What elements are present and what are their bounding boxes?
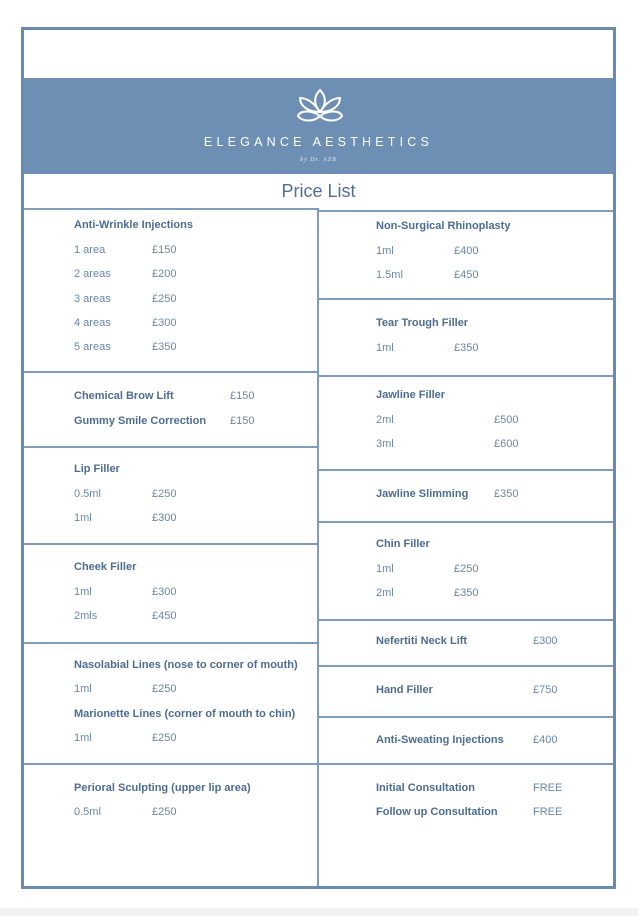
item-label: Hand Filler xyxy=(376,684,433,696)
section-jawline-filler xyxy=(319,375,613,469)
item-price: £250 xyxy=(152,732,177,744)
section-lines xyxy=(24,642,317,765)
section-heading: Chin Filler xyxy=(376,538,430,550)
section-chin-filler xyxy=(319,521,613,619)
item-label: 1ml xyxy=(376,245,394,257)
item-price: £400 xyxy=(533,734,558,746)
item-price: £150 xyxy=(230,415,255,427)
brand-name: ELEGANCE AESTHETICS xyxy=(203,135,434,149)
item-price: £150 xyxy=(152,244,177,256)
item-price: £250 xyxy=(152,293,177,305)
section-heading: Non-Surgical Rhinoplasty xyxy=(376,220,511,232)
section-anti-wrinkle xyxy=(24,208,317,373)
section-heading: Tear Trough Filler xyxy=(376,317,469,329)
section-neck-lift xyxy=(319,619,613,665)
item-price: FREE xyxy=(533,806,563,818)
item-label: 1ml xyxy=(74,586,92,598)
item-label: 1ml xyxy=(74,683,92,695)
item-price: £300 xyxy=(533,635,558,647)
item-label: 2 areas xyxy=(74,268,111,280)
item-label: 1ml xyxy=(74,512,92,524)
section-cheek-filler xyxy=(24,543,317,644)
item-label: 1ml xyxy=(74,732,92,744)
item-label: Initial Consultation xyxy=(376,782,475,794)
item-price: £250 xyxy=(152,683,177,695)
section-heading: Cheek Filler xyxy=(74,561,137,573)
page-title: Price List xyxy=(281,181,356,201)
item-price: £300 xyxy=(152,317,177,329)
item-label: 1ml xyxy=(376,563,394,575)
item-label: 2mls xyxy=(74,610,98,622)
section-heading: Marionette Lines (corner of mouth to chin) xyxy=(74,708,296,720)
item-label: Jawline Slimming xyxy=(376,488,469,500)
item-label: 1ml xyxy=(376,342,394,354)
left-column xyxy=(24,208,319,886)
item-price: £600 xyxy=(494,438,519,450)
item-price: £500 xyxy=(494,414,519,426)
page-bottom-strip xyxy=(0,908,639,916)
item-price: £300 xyxy=(152,586,177,598)
item-price: £400 xyxy=(454,245,479,257)
item-label: 2ml xyxy=(376,587,394,599)
item-price: £350 xyxy=(454,342,479,354)
item-label: Anti-Sweating Injections xyxy=(376,734,504,746)
lotus-icon xyxy=(294,86,346,126)
item-price: £300 xyxy=(152,512,177,524)
item-label: 0.5ml xyxy=(74,806,101,818)
section-consultations xyxy=(319,763,613,888)
item-label: 4 areas xyxy=(74,317,111,329)
section-heading: Nasolabial Lines (nose to corner of mouth) xyxy=(74,659,298,671)
item-label: 2ml xyxy=(376,414,394,426)
item-price: £450 xyxy=(152,610,177,622)
item-label: Gummy Smile Correction xyxy=(74,415,207,427)
brand-banner xyxy=(24,78,613,174)
item-price: £250 xyxy=(152,488,177,500)
section-rhinoplasty xyxy=(319,210,613,298)
item-label: 1.5ml xyxy=(376,269,403,281)
item-price: £350 xyxy=(494,488,519,500)
section-lip-filler xyxy=(24,446,317,545)
item-label: Nefertiti Neck Lift xyxy=(376,635,468,647)
section-perioral xyxy=(24,763,317,888)
item-label: 5 areas xyxy=(74,341,111,353)
section-anti-sweating xyxy=(319,716,613,763)
section-jawline-slimming xyxy=(319,469,613,521)
section-brow-smile xyxy=(24,371,317,448)
item-price: £150 xyxy=(230,390,255,402)
brand-subtitle: by Dr. AZB xyxy=(300,157,337,163)
section-heading: Anti-Wrinkle Injections xyxy=(74,219,193,231)
price-list-document xyxy=(21,27,616,889)
item-label: 1 area xyxy=(74,244,106,256)
section-hand-filler xyxy=(319,665,613,716)
right-column xyxy=(319,208,613,886)
item-price: £250 xyxy=(454,563,479,575)
item-price: £750 xyxy=(533,684,558,696)
item-price: £350 xyxy=(454,587,479,599)
item-label: Follow up Consultation xyxy=(376,806,498,818)
item-label: 3ml xyxy=(376,438,394,450)
item-price: FREE xyxy=(533,782,563,794)
item-price: £450 xyxy=(454,269,479,281)
item-label: 0.5ml xyxy=(74,488,101,500)
item-price: £200 xyxy=(152,268,177,280)
section-tear-trough xyxy=(319,298,613,375)
section-heading: Perioral Sculpting (upper lip area) xyxy=(74,782,251,794)
item-label: 3 areas xyxy=(74,293,111,305)
item-label: Chemical Brow Lift xyxy=(74,390,174,402)
section-heading: Jawline Filler xyxy=(376,389,446,401)
item-price: £250 xyxy=(152,806,177,818)
section-heading: Lip Filler xyxy=(74,463,120,475)
item-price: £350 xyxy=(152,341,177,353)
